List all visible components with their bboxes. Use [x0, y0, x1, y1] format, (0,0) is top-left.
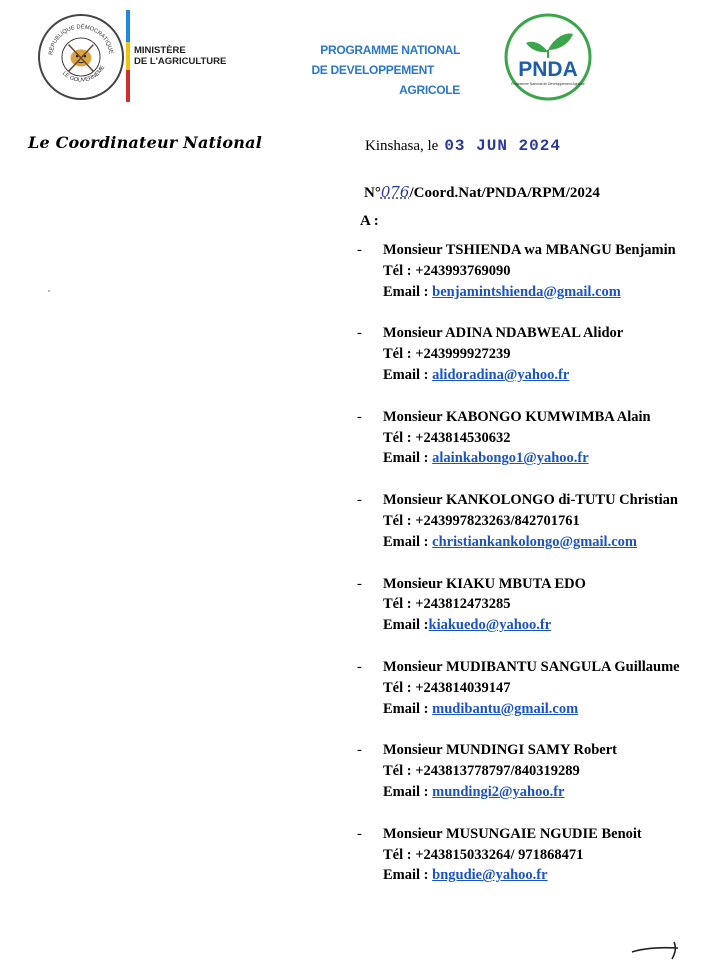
bullet-dash: - [357, 408, 362, 425]
ref-number-handwritten: 076 [380, 183, 410, 201]
email-label: Email : [383, 533, 433, 550]
place-prefix: Kinshasa, le [365, 138, 439, 154]
place-date-line [365, 137, 561, 155]
email-link[interactable]: kiakuedo@yahoo.fr [428, 617, 552, 634]
bullet-dash: - [357, 658, 362, 675]
list-item [355, 490, 683, 552]
recipient-name: Monsieur KABONGO KUMWIMBA Alain [383, 408, 651, 425]
logo-text: PNDA [518, 58, 578, 81]
email-label: Email : [383, 283, 433, 300]
email-label: Email : [383, 366, 433, 383]
recipient-tel: Tél : +243999927239 [383, 346, 511, 363]
program-line-3: AGRICOLE [399, 83, 460, 97]
pnda-logo [493, 12, 603, 102]
list-item [355, 740, 683, 802]
recipient-email-row [383, 282, 683, 303]
leaf-sprout-icon [526, 34, 573, 58]
handwritten-initial [630, 938, 686, 960]
date-stamp: 03 JUN 2024 [444, 137, 561, 155]
recipient-list [355, 240, 683, 907]
recipient-tel: Tél : +243993769090 [383, 262, 511, 279]
signatory-title: Le Coordinateur National [28, 133, 262, 152]
email-link[interactable]: alidoradina@yahoo.fr [432, 366, 570, 383]
list-item [355, 240, 683, 302]
seal-top-text: RÉPUBLIQUE DÉMOCRATIQUE [48, 24, 114, 56]
recipient-tel: Tél : +243814039147 [383, 679, 511, 696]
list-item [355, 323, 683, 385]
list-item [355, 824, 683, 886]
program-title [250, 40, 460, 100]
email-link[interactable]: mundingi2@yahoo.fr [432, 783, 565, 800]
email-label: Email : [383, 450, 433, 467]
recipient-email-row [383, 782, 683, 803]
logo-subtext: Programme National de Développement Agricole [511, 82, 585, 86]
recipient-name: Monsieur MUNDINGI SAMY Robert [383, 742, 617, 759]
bullet-dash: - [357, 492, 362, 509]
ministry-name [134, 45, 234, 67]
reference-line [364, 183, 600, 202]
recipient-name: Monsieur KANKOLONGO di-TUTU Christian [383, 492, 678, 509]
bullet-dash: - [357, 325, 362, 342]
recipient-email-row [383, 365, 683, 386]
email-link[interactable]: alainkabongo1@yahoo.fr [432, 450, 589, 467]
recipient-email-row [383, 448, 683, 469]
recipient-email-row [383, 615, 683, 636]
scan-speck [48, 290, 50, 292]
ref-suffix: /Coord.Nat/PNDA/RPM/2024 [409, 185, 600, 201]
email-label: Email : [383, 617, 429, 634]
ministry-line-1: MINISTÈRE [134, 45, 186, 56]
email-label: Email : [383, 867, 433, 884]
recipient-tel: Tél : +243815033264/ 971868471 [383, 846, 584, 863]
government-seal [38, 14, 124, 100]
bullet-dash: - [357, 825, 362, 842]
list-item [355, 657, 683, 719]
list-item [355, 574, 683, 636]
recipient-email-row [383, 699, 683, 720]
recipient-name: Monsieur TSHIENDA wa MBANGU Benjamin [383, 242, 676, 258]
recipient-name: Monsieur ADINA NDABWEAL Alidor [383, 325, 624, 342]
email-link[interactable]: benjamintshienda@gmail.com [432, 283, 621, 300]
bullet-dash: - [357, 742, 362, 759]
recipient-tel: Tél : +243997823263/842701761 [383, 512, 580, 529]
email-link[interactable]: christiankankolongo@gmail.com [432, 533, 637, 550]
recipient-email-row [383, 865, 683, 886]
bullet-dash: - [357, 575, 362, 592]
recipient-tel: Tél : +243813778797/840319289 [383, 763, 580, 780]
program-line-1: PROGRAMME NATIONAL [320, 43, 460, 57]
leopard-head-icon [69, 45, 94, 72]
email-link[interactable]: mudibantu@gmail.com [432, 700, 579, 717]
email-label: Email : [383, 783, 433, 800]
email-link[interactable]: bngudie@yahoo.fr [432, 867, 548, 884]
recipient-name: Monsieur MUDIBANTU SANGULA Guillaume [383, 658, 680, 675]
recipient-tel: Tél : +243812473285 [383, 596, 511, 613]
flag-color-bar [126, 10, 130, 102]
recipient-tel: Tél : +243814530632 [383, 429, 511, 446]
program-line-2: DE DEVELOPPEMENT [311, 63, 434, 77]
addressee-label: A : [360, 213, 379, 229]
ministry-line-2: DE L'AGRICULTURE [134, 56, 227, 67]
recipient-email-row [383, 532, 683, 553]
list-item [355, 407, 683, 469]
ref-prefix: N° [364, 185, 381, 201]
recipient-name: Monsieur MUSUNGAIE NGUDIE Benoit [383, 825, 642, 842]
seal-bottom-text: LE GOUVERNEME [60, 64, 107, 84]
bullet-dash: - [357, 242, 362, 258]
recipient-name: Monsieur KIAKU MBUTA EDO [383, 575, 586, 592]
email-label: Email : [383, 700, 433, 717]
